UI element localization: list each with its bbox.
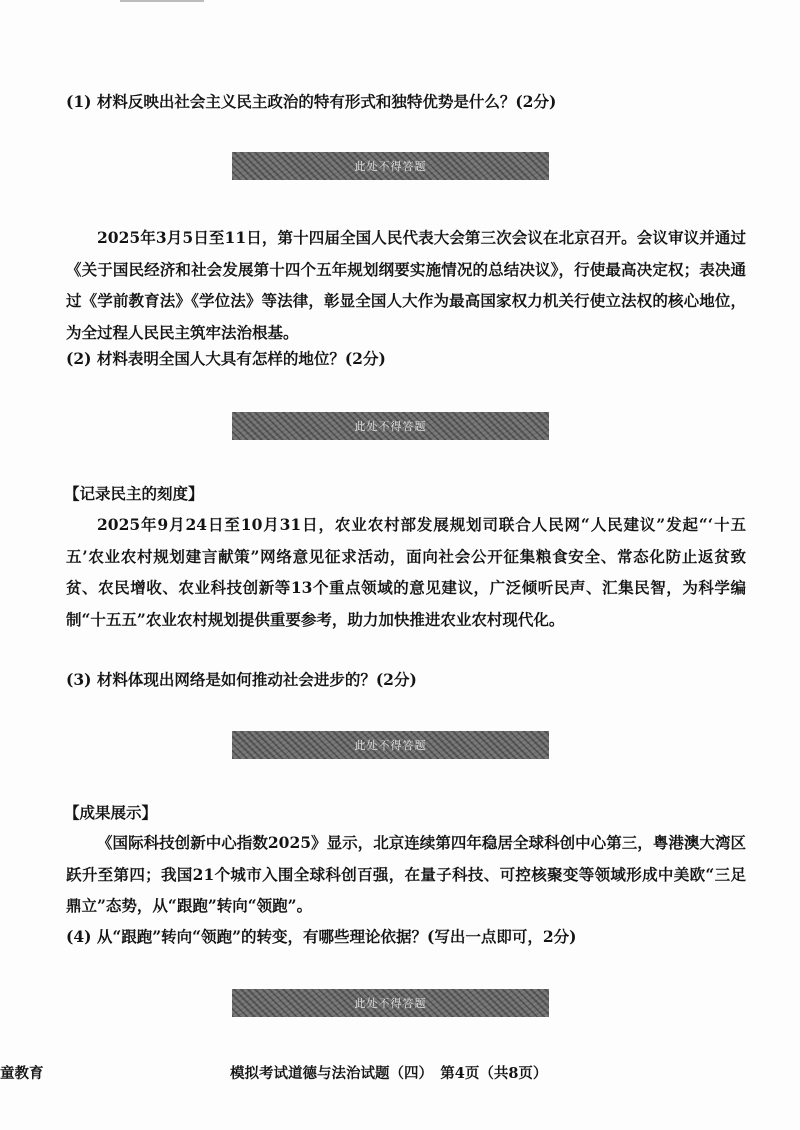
answer-band-1 bbox=[232, 152, 549, 180]
answer-band-label: 此处不得答题 bbox=[354, 420, 427, 433]
answer-band-label: 此处不得答题 bbox=[354, 160, 427, 173]
answer-band-label: 此处不得答题 bbox=[354, 739, 427, 752]
question-4: (4) 从“跟跑”转向“领跑”的转变，有哪些理论依据？(写出一点即可，2分) bbox=[66, 927, 577, 946]
material-results: 《国际科技创新中心指数2025》显示，北京连续第四年稳居全球科创中心第三，粤港澳大湾区跃升至第四；我国21个城市入围全球科创百强，在量子科技、可控核聚变等领域形成中美欧“三足鼎立”态势，从“跟跑”转向“领跑”。 bbox=[66, 833, 746, 915]
material-democracy: 2025年9月24日至10月31日，农业农村部发展规划司联合人民网“人民建议”发起“‘十五五’农业农村规划建言献策”网络意见征求活动，面向社会公开征集粮食安全、常态化防止返贫致贫、农民增收、农业科技创新等13个重点领域的意见建议，广泛倾听民声、汇集民智，为科学编制“十五五”农业农村规划提供重要参考，助力加快推进农业农村现代化。 bbox=[66, 515, 746, 629]
question-1: (1) 材料反映出社会主义民主政治的特有形式和独特优势是什么？(2分) bbox=[66, 92, 557, 111]
section-title-results: 【成果展示】 bbox=[64, 803, 158, 822]
scan-edge-mark bbox=[120, 0, 204, 2]
footer-page-info: 模拟考试道德与法治试题（四） 第4页（共8页） bbox=[230, 1065, 548, 1082]
question-2: (2) 材料表明全国人大具有怎样的地位？(2分) bbox=[66, 349, 386, 368]
section-title-democracy: 【记录民主的刻度】 bbox=[64, 484, 204, 503]
material-npc: 2025年3月5日至11日，第十四届全国人民代表大会第三次会议在北京召开。会议审议并通过《关于国民经济和社会发展第十四个五年规划纲要实施情况的总结决议》，行使最高决定权；表决通过《学前教育法》《学位法》等法律，彰显全国人大作为最高国家权力机关行使立法权的核心地位，为全过程人民民主筑牢法治根基。 bbox=[66, 228, 746, 342]
answer-band-3 bbox=[232, 731, 549, 759]
answer-band-label: 此处不得答题 bbox=[354, 997, 427, 1010]
question-3: (3) 材料体现出网络是如何推动社会进步的？(2分) bbox=[66, 670, 417, 689]
footer-publisher: 童教育 bbox=[0, 1065, 44, 1082]
answer-band-2 bbox=[232, 412, 549, 440]
answer-band-4 bbox=[232, 989, 549, 1017]
